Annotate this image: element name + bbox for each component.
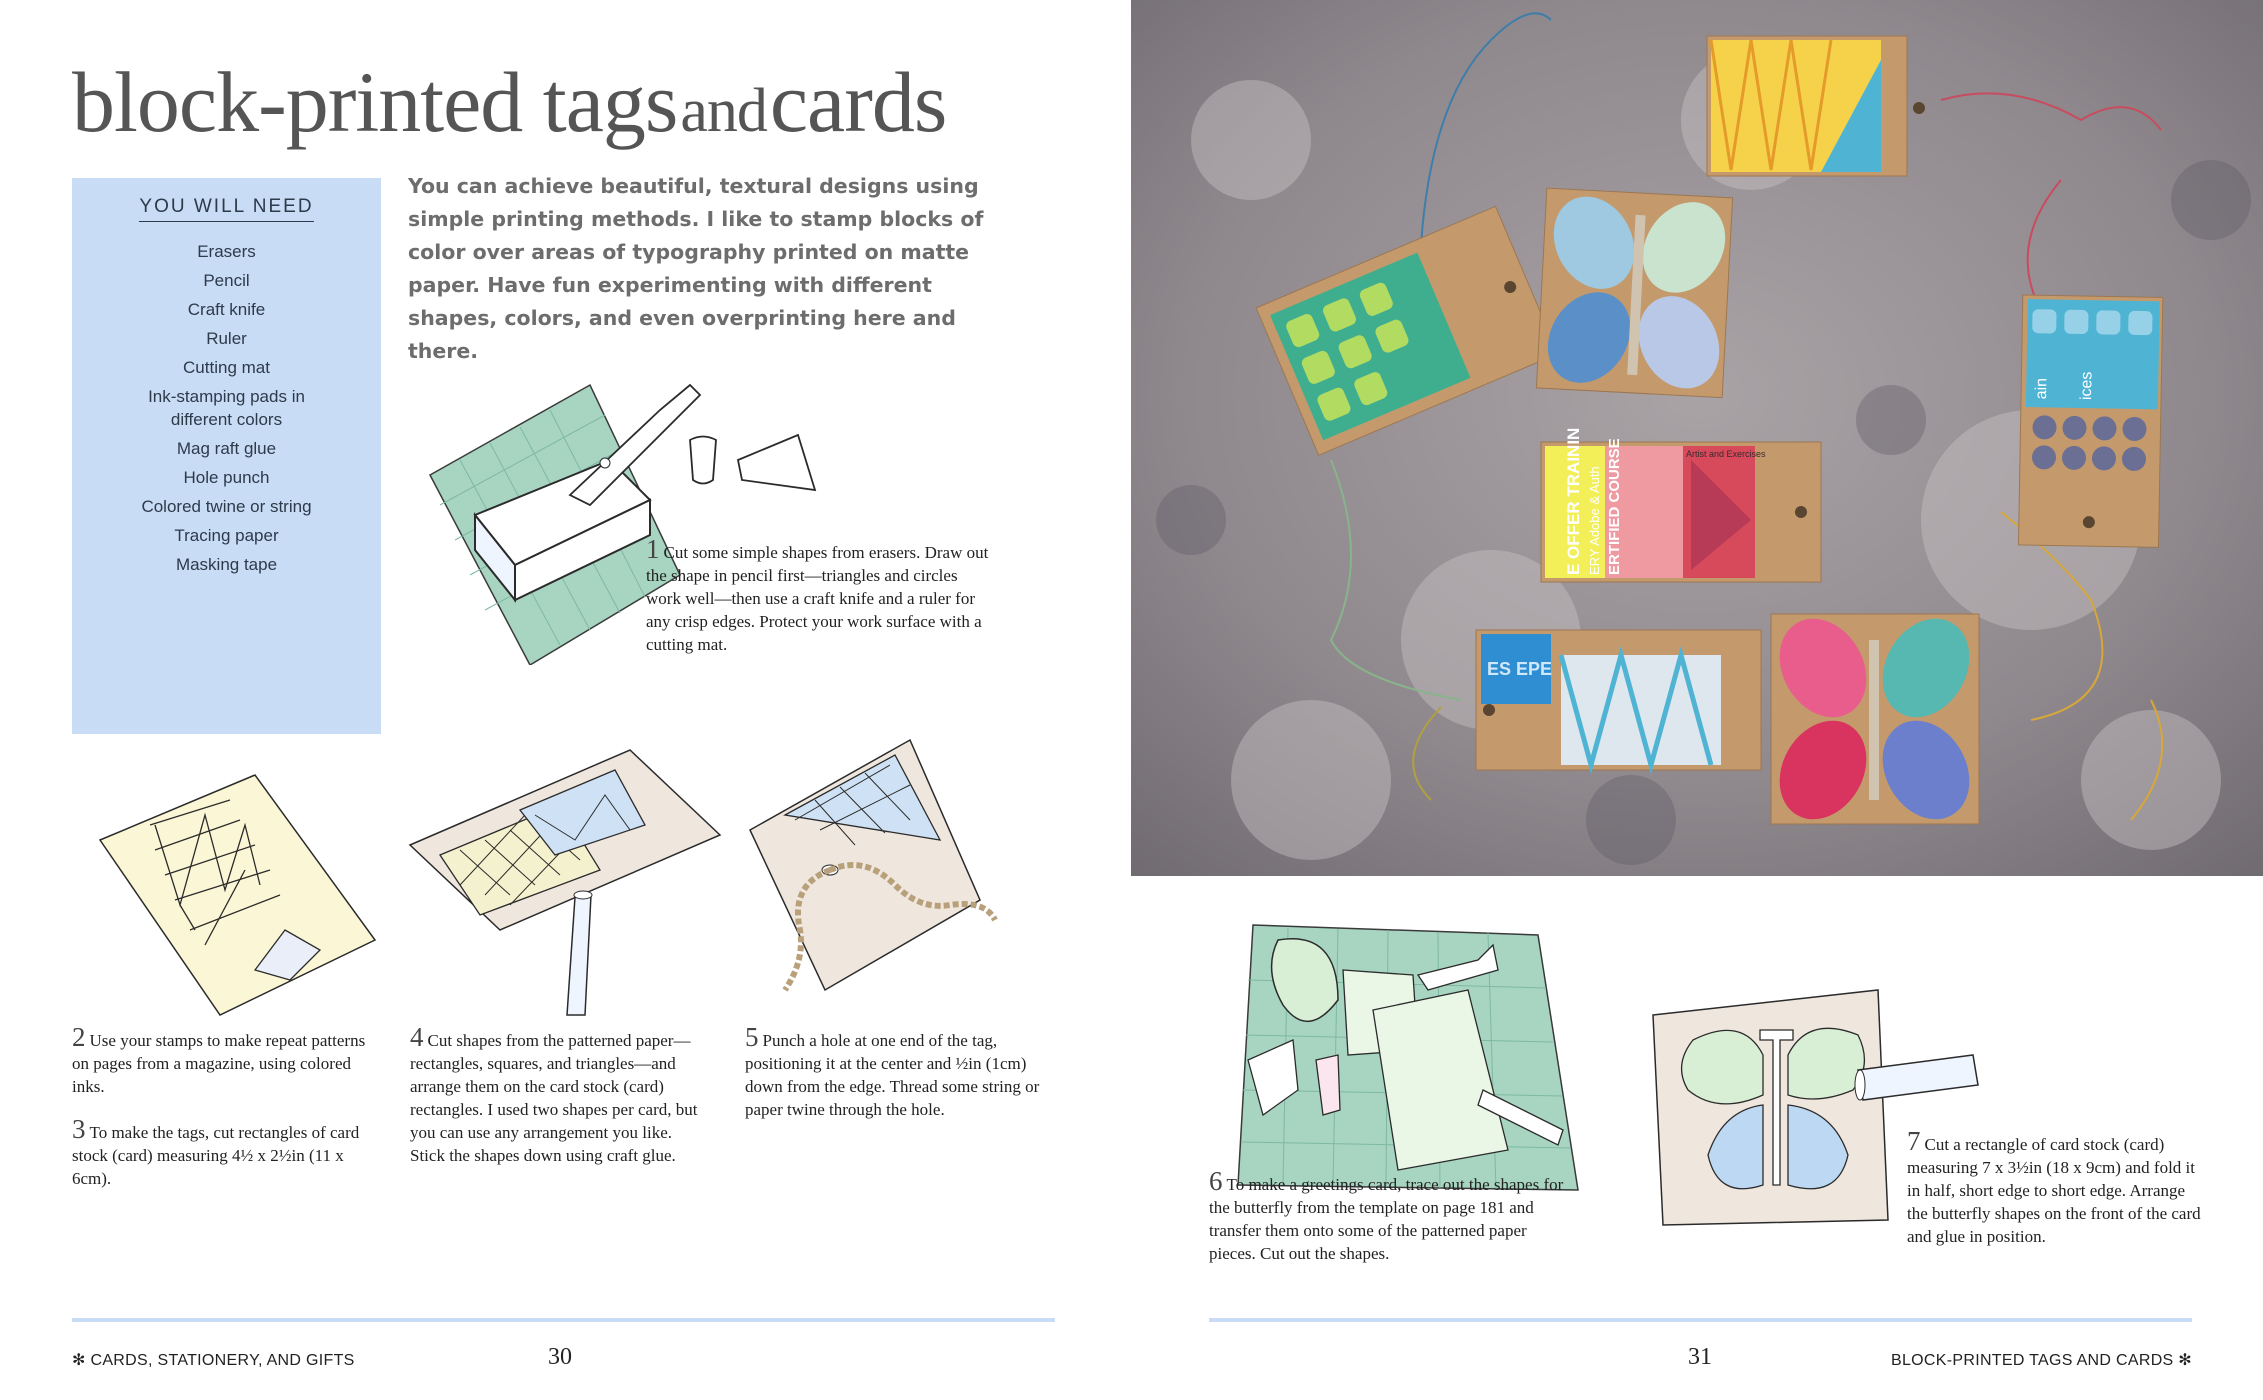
illustration-stamped-page [95, 770, 385, 1020]
tag-yellow-triangles [1707, 36, 1925, 176]
list-item: Ink-stamping pads in different colors [148, 387, 305, 429]
step-1: 1 Cut some simple shapes from erasers. Draw out the shape in pencil first—triangles and circles work well—then use a craft knife and a ruler for any crisp edges. Protect your work surface with a cutting mat. [646, 534, 989, 654]
tag-text: ERY Adobe & Auth [1587, 466, 1602, 575]
step-4: 4 Cut shapes from the patterned paper—rectangles, squares, and triangles—and arrange them on the card stock (card) rectangles. I used two shapes per card, but you can use any arrangement you like. Stick the shapes down using craft glue. [410, 1022, 698, 1165]
footer-left [72, 1350, 355, 1370]
tag-text: Artist and Exercises [1686, 449, 1766, 459]
list-item: Ruler [206, 329, 247, 348]
step-7: 7 Cut a rectangle of card stock (card) measuring 7 x 3½in (18 x 9cm) and fold it in half, short edge to short edge. Arrange the butterfly shapes on the front of the card and glue in position. [1907, 1126, 2201, 1246]
footer-rule-right [1209, 1318, 2192, 1322]
footer-section-label: BLOCK-PRINTED TAGS AND CARDS [1891, 1352, 2174, 1369]
list-item: Tracing paper [174, 526, 279, 545]
tag-text: ices [2078, 371, 2096, 401]
card-butterfly-red [1762, 603, 1986, 835]
page-title [72, 52, 946, 152]
step-6: 6 To make a greetings card, trace out the shapes for the butterfly from the template on page 181 and transfer them onto some of the patterned paper pieces. Cut out the shapes. [1209, 1166, 1564, 1263]
photo-finished-tags [1131, 0, 2263, 876]
tag-blue-triangles [1476, 630, 1761, 770]
list-item: Erasers [197, 242, 256, 261]
illustration-butterfly-tracing [1228, 920, 1598, 1210]
footer-right [1891, 1350, 2192, 1370]
tag-text: E OFFER TRAININ [1564, 427, 1583, 575]
step-5: 5 Punch a hole at one end of the tag, positioning it at the center and ½in (1cm) down from the edge. Thread some string or paper twine through the hole. [745, 1022, 1040, 1119]
footer-star-icon: ✻ [72, 1352, 86, 1369]
you-will-need-heading: YOU WILL NEED [72, 196, 381, 218]
tag-blue-dots [2018, 295, 2162, 547]
footer-section-label: CARDS, STATIONERY, AND GIFTS [90, 1352, 355, 1369]
card-butterfly-blue [1529, 179, 1744, 406]
title-main: block-printed tags [72, 54, 678, 150]
title-and: and [680, 77, 767, 145]
list-item: Cutting mat [183, 358, 270, 377]
title-end: cards [769, 54, 947, 150]
step-2: 2 Use your stamps to make repeat patterns on pages from a magazine, using colored inks. [72, 1022, 366, 1096]
step-3: 3 To make the tags, cut rectangles of card stock (card) measuring 4½ x 2½in (11 x 6cm). [72, 1114, 360, 1188]
materials-list [92, 240, 361, 582]
footer-rule-left [72, 1318, 1055, 1322]
you-will-need-box [72, 178, 381, 734]
list-item: Hole punch [183, 468, 270, 487]
tag-text: ES EPE [1487, 659, 1553, 679]
page-number-right: 31 [1688, 1344, 1712, 1370]
list-item: Craft knife [187, 300, 266, 319]
page-number-left: 30 [548, 1344, 572, 1370]
tag-text: ain [2033, 377, 2051, 400]
intro-paragraph: You can achieve beautiful, textural designs using simple printing methods. I like to stamp blocks of color over areas of typography printed on matte paper. Have fun experimenting with different shapes, colors, and even overprinting here and there. [408, 174, 984, 363]
illustration-threaded-tag [745, 735, 1055, 1010]
illustration-glue-shapes [405, 745, 725, 1020]
list-item: Pencil [203, 271, 250, 290]
footer-star-icon: ✻ [2178, 1352, 2192, 1369]
list-item: Colored twine or string [141, 497, 312, 516]
list-item: Mag raft glue [176, 439, 277, 458]
list-item: Masking tape [175, 555, 278, 574]
tag-red-type [1541, 428, 1821, 582]
tag-text: ERTIFIED COURSE [1606, 438, 1623, 575]
